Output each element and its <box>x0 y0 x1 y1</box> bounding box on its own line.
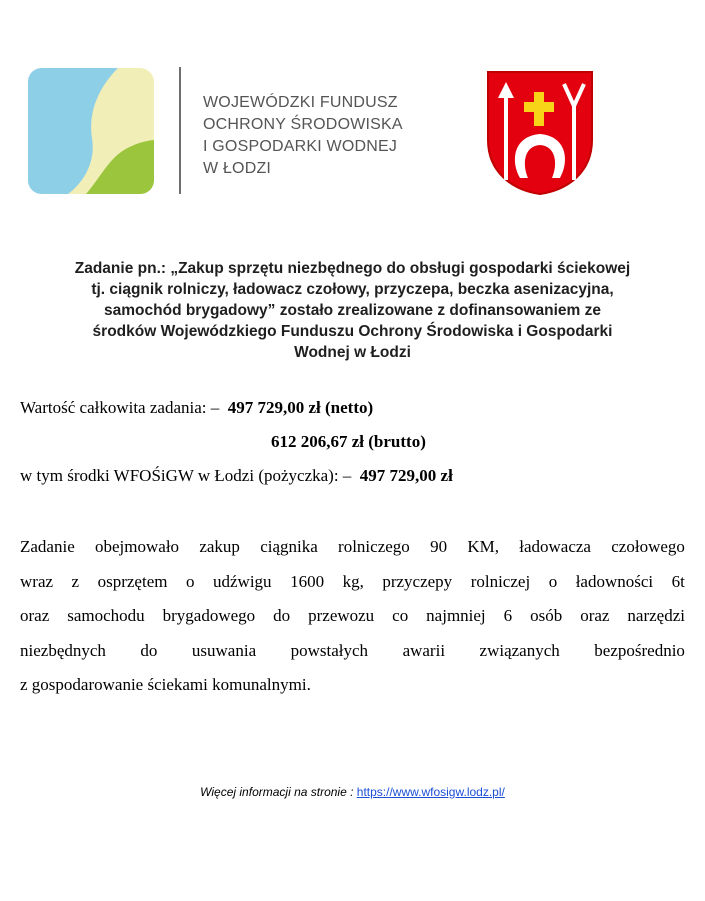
description-word: wraz <box>20 571 54 591</box>
footer-label: Więcej informacji na stronie : <box>200 785 357 799</box>
description-word: do <box>273 606 291 625</box>
description-word: KM, <box>467 537 499 556</box>
description-word: kg, <box>342 571 364 591</box>
description-word: o <box>548 571 558 591</box>
description-word: ładowacza <box>519 537 591 556</box>
total-netto-value: 497 729,00 zł (netto) <box>227 398 374 417</box>
description-word: czołowego <box>611 537 685 556</box>
description-line <box>20 599 685 634</box>
task-heading-line: samochód brygadowy” zostało zrealizowane z dofinansowaniem ze <box>104 302 601 319</box>
total-value-row <box>20 398 373 418</box>
wfos-value-label: w tym środki WFOŚiGW w Łodzi (pożyczka): – <box>20 466 352 485</box>
organization-name <box>203 92 403 180</box>
description-word: związanych <box>479 640 560 660</box>
description-word: obejmowało <box>95 537 180 556</box>
header <box>0 0 705 230</box>
description-word: z <box>71 571 80 591</box>
website-link[interactable]: https://www.wfosigw.lodz.pl/ <box>356 785 505 799</box>
description-word: do <box>140 640 158 660</box>
description-word: zakup <box>199 537 240 556</box>
description-word: osób <box>530 606 563 625</box>
description-word: niezbędnych <box>20 640 106 660</box>
description-word: awarii <box>402 640 446 660</box>
description-word: 90 <box>430 537 448 556</box>
description-word: 6t <box>671 571 685 591</box>
description-word: co <box>392 606 409 625</box>
description-line <box>20 565 685 600</box>
wfosigw-logo-icon <box>28 68 154 194</box>
total-brutto-row <box>271 432 426 452</box>
total-value-label: Wartość całkowita zadania: – <box>20 398 220 417</box>
description-word: samochodu <box>67 606 145 625</box>
task-heading <box>30 258 675 363</box>
task-heading-line: Zadanie pn.: „Zakup sprzętu niezbędnego do obsługi gospodarki ściekowej <box>74 260 631 277</box>
task-heading-line: Wodnej w Łodzi <box>294 344 411 361</box>
footer <box>0 785 705 799</box>
description-word: o <box>185 571 195 591</box>
description-line: z gospodarowanie ściekami komunalnymi. <box>20 675 311 694</box>
total-brutto-value: 612 206,67 zł (brutto) <box>271 432 426 451</box>
description-word: brygadowego <box>162 606 256 625</box>
wfos-value: 497 729,00 zł <box>359 466 453 485</box>
description-word: 1600 <box>290 571 325 591</box>
description-word: 6 <box>503 606 513 625</box>
description-line <box>20 634 685 669</box>
description-word: najmniej <box>426 606 486 625</box>
description-word: usuwania <box>191 640 257 660</box>
org-name-line: W ŁODZI <box>203 160 272 177</box>
description-word: oraz <box>580 606 610 625</box>
description-word: oraz <box>20 606 50 625</box>
org-name-line: WOJEWÓDZKI FUNDUSZ <box>203 94 398 111</box>
org-name-line: I GOSPODARKI WODNEJ <box>203 138 398 155</box>
task-heading-line: środków Wojewódzkiego Funduszu Ochrony Środowiska i Gospodarki <box>92 323 613 340</box>
description-word: ładowności <box>575 571 654 591</box>
description-word: osprzętem <box>97 571 168 591</box>
wfos-value-row <box>20 466 453 486</box>
description-word: przyczepy <box>382 571 453 591</box>
description-word: bezpośrednio <box>594 640 685 660</box>
description-word: rolniczej <box>470 571 531 591</box>
municipal-crest-icon <box>486 70 594 196</box>
description-word: przewozu <box>308 606 375 625</box>
task-description <box>20 530 685 703</box>
description-word: udźwigu <box>213 571 272 591</box>
description-word: narzędzi <box>627 606 685 625</box>
header-divider <box>179 67 181 194</box>
description-word: powstałych <box>290 640 369 660</box>
description-word: Zadanie <box>20 537 75 556</box>
org-name-line: OCHRONY ŚRODOWISKA <box>203 116 403 133</box>
description-word: rolniczego <box>338 537 410 556</box>
description-word: ciągnika <box>260 537 318 556</box>
task-heading-line: tj. ciągnik rolniczy, ładowacz czołowy, przyczepa, beczka asenizacyjna, <box>91 281 614 298</box>
description-line <box>20 530 685 565</box>
